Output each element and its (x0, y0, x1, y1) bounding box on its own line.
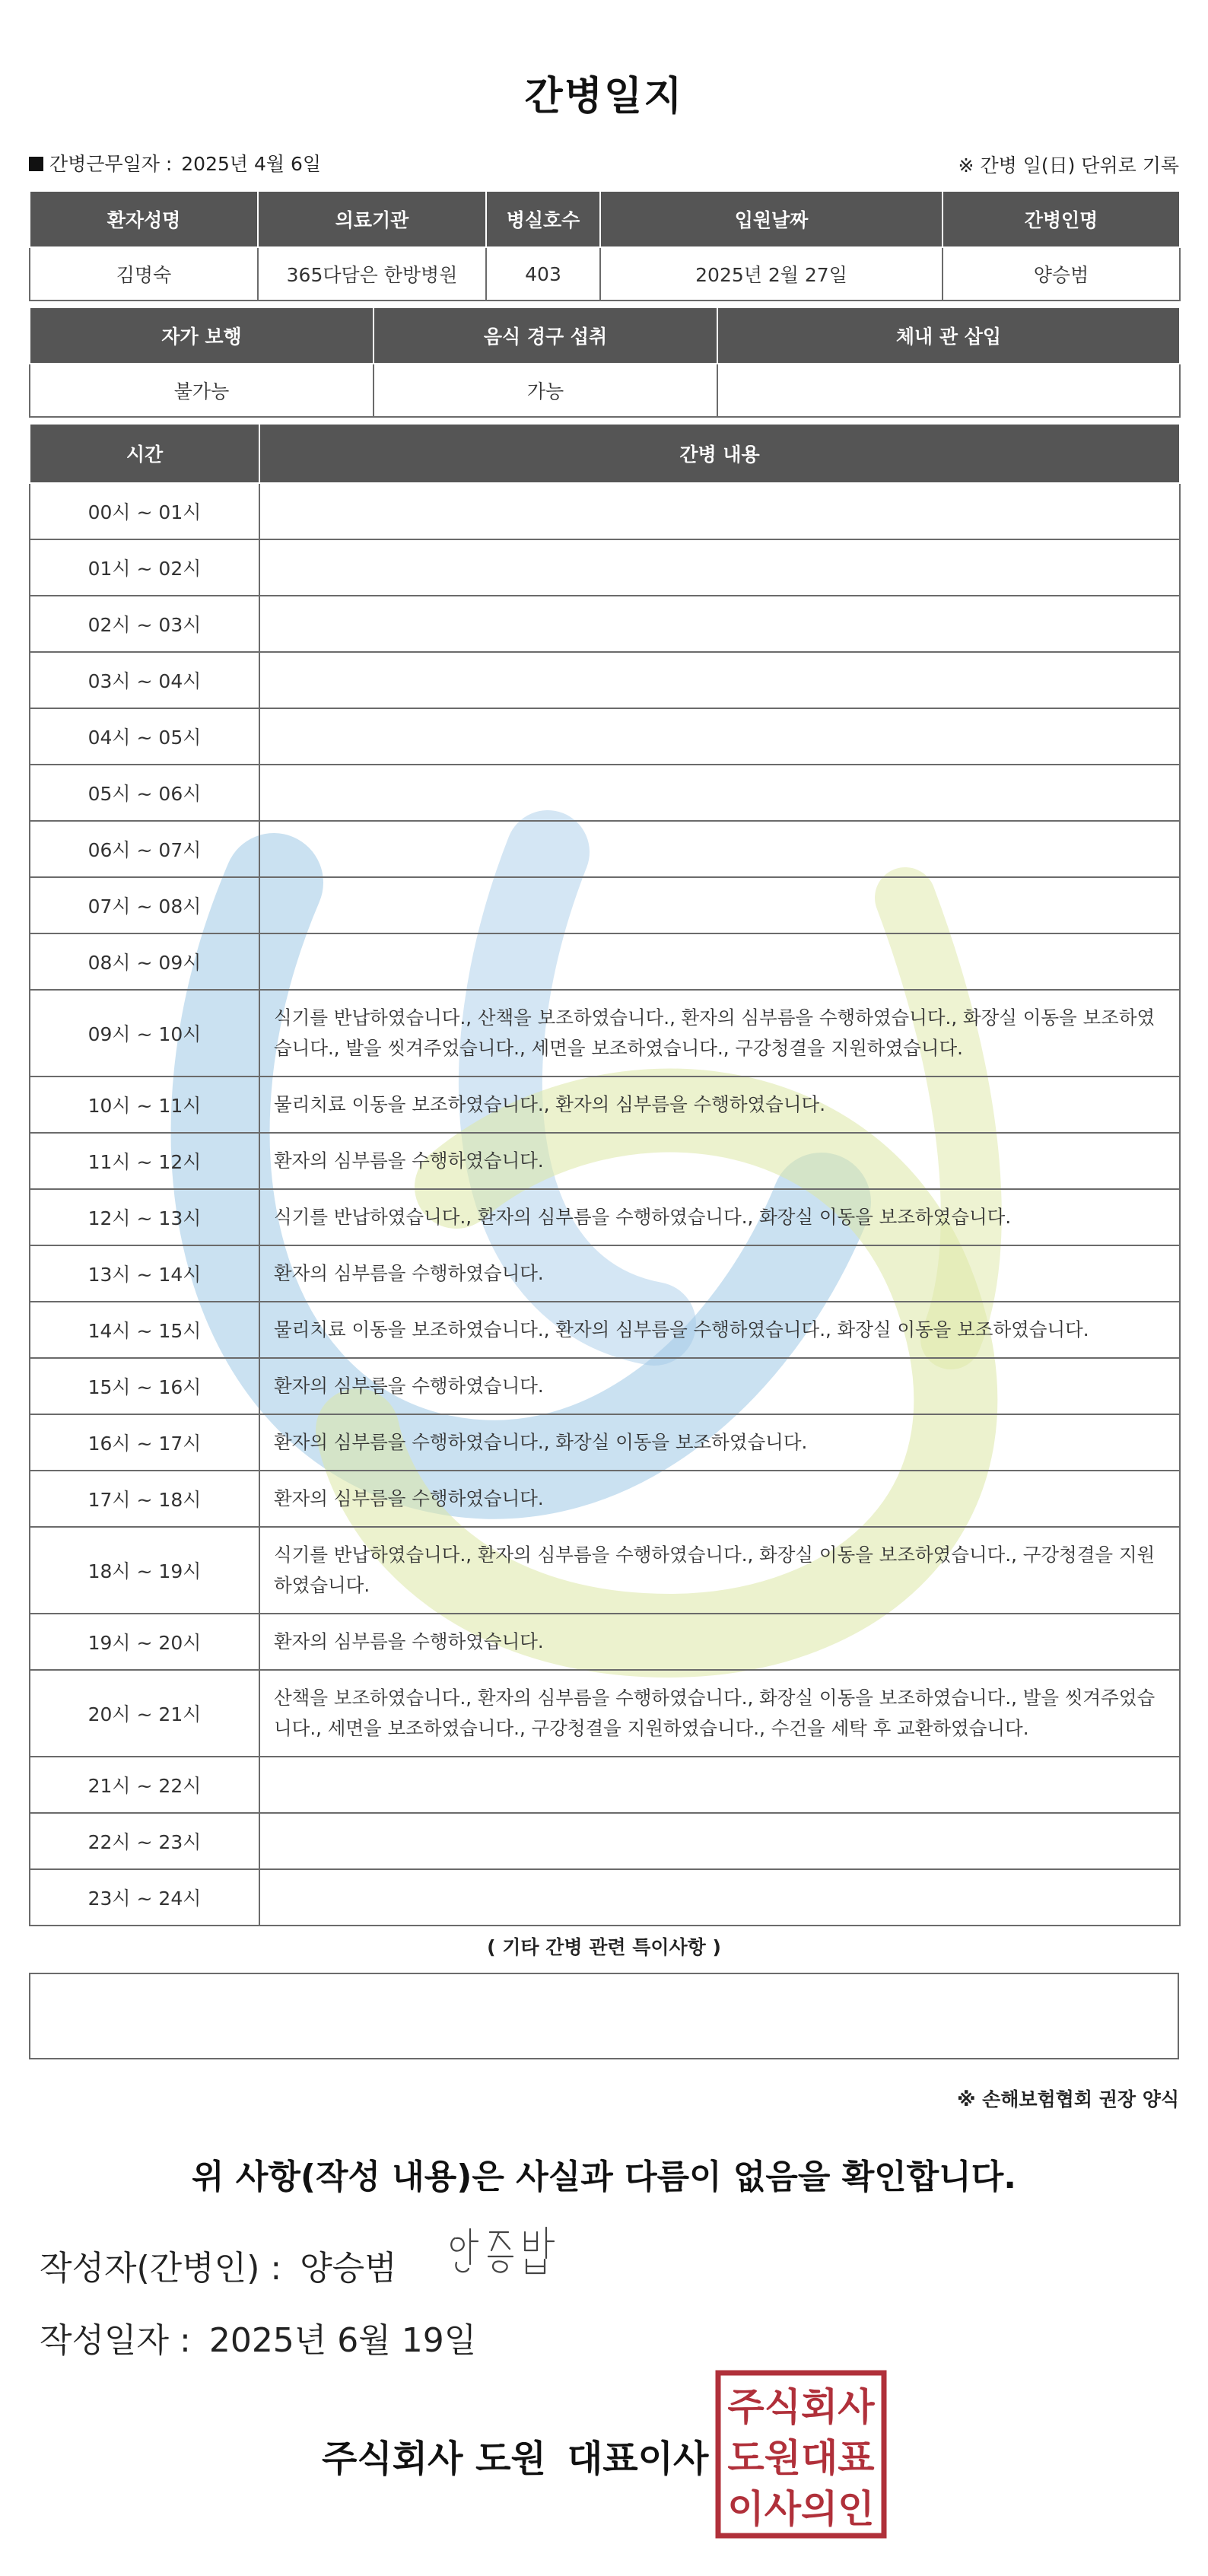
confirmation-statement: 위 사항(작성 내용)은 사실과 다름이 없음을 확인합니다. (192, 2158, 1016, 2196)
write-date-line (40, 2313, 476, 2361)
time-cell: 18시 ~ 19시 (30, 1527, 259, 1614)
header-oral-intake: 음식 경구 섭취 (374, 307, 717, 364)
table-row (30, 1813, 1180, 1869)
time-cell: 02시 ~ 03시 (30, 596, 259, 652)
work-date-label: 간병근무일자 : (49, 153, 173, 175)
header-self-walking: 자가 보행 (30, 307, 374, 364)
table-row (30, 933, 1180, 990)
content-cell (259, 596, 1180, 652)
care-status-table (29, 307, 1181, 418)
table-row (30, 539, 1180, 596)
tube-insertion-value (717, 364, 1180, 417)
room-number: 403 (486, 247, 600, 301)
oral-intake-value: 가능 (374, 364, 717, 417)
table-row (30, 1471, 1180, 1527)
admission-date: 2025년 2월 27일 (600, 247, 943, 301)
content-cell: 환자의 심부름을 수행하였습니다. (259, 1614, 1180, 1670)
time-cell: 06시 ~ 07시 (30, 821, 259, 877)
time-cell: 14시 ~ 15시 (30, 1302, 259, 1358)
header-patient-name: 환자성명 (30, 191, 258, 247)
table-row (30, 1757, 1180, 1813)
time-cell: 08시 ~ 09시 (30, 933, 259, 990)
header-hospital: 의료기관 (258, 191, 486, 247)
time-cell: 09시 ~ 10시 (30, 990, 259, 1077)
table-row (30, 652, 1180, 708)
caregiver-name: 양승범 (943, 247, 1180, 301)
table-row (30, 483, 1180, 539)
header-admission-date: 입원날짜 (600, 191, 943, 247)
table-row (30, 1358, 1180, 1414)
company-seal-stamp (715, 2370, 887, 2539)
insurance-form-note: ※ 손해보험협회 권장 양식 (957, 2088, 1179, 2110)
content-cell: 환자의 심부름을 수행하였습니다. (259, 1471, 1180, 1527)
content-cell: 물리치료 이동을 보조하였습니다., 환자의 심부름을 수행하였습니다., 화장실 이동을 보조하였습니다. (259, 1302, 1180, 1358)
content-cell (259, 483, 1180, 539)
writer-label: 작성자(간병인) : (40, 2249, 282, 2288)
content-cell: 식기를 반납하였습니다., 환자의 심부름을 수행하였습니다., 화장실 이동을 보조하였습니다. (259, 1189, 1180, 1245)
table-row (30, 765, 1180, 821)
table-row (30, 821, 1180, 877)
table-row (30, 877, 1180, 933)
content-cell (259, 933, 1180, 990)
patient-name: 김명숙 (30, 247, 258, 301)
handwritten-signature (446, 2215, 567, 2284)
content-cell: 산책을 보조하였습니다., 환자의 심부름을 수행하였습니다., 화장실 이동을 보조하였습니다., 발을 씻겨주었습니다., 세면을 보조하였습니다., 구강청결을 지원하였습니다., 수건을 세탁 후 교환하였습니다. (259, 1670, 1180, 1757)
content-cell (259, 652, 1180, 708)
company-name: 주식회사 도원 (322, 2438, 546, 2480)
table-row (30, 1245, 1180, 1302)
content-cell (259, 1869, 1180, 1926)
page-title: 간병일지 (524, 74, 684, 119)
table-row (30, 1189, 1180, 1245)
company-role: 대표이사 (567, 2438, 709, 2480)
time-cell: 04시 ~ 05시 (30, 708, 259, 765)
time-cell: 17시 ~ 18시 (30, 1471, 259, 1527)
content-cell: 환자의 심부름을 수행하였습니다. (259, 1358, 1180, 1414)
table-row (30, 1614, 1180, 1670)
patient-info-value-row (30, 247, 1180, 301)
special-notes-box (29, 1973, 1179, 2059)
time-cell: 21시 ~ 22시 (30, 1757, 259, 1813)
time-cell: 23시 ~ 24시 (30, 1869, 259, 1926)
time-cell: 05시 ~ 06시 (30, 765, 259, 821)
table-row (30, 596, 1180, 652)
header-caregiver-name: 간병인명 (943, 191, 1180, 247)
header-care-content: 간병 내용 (259, 424, 1180, 483)
hourly-log-table (29, 423, 1181, 1926)
table-row (30, 1527, 1180, 1614)
time-cell: 01시 ~ 02시 (30, 539, 259, 596)
seal-line-3: 이사의인 (727, 2487, 875, 2531)
care-status-value-row (30, 364, 1180, 417)
work-date-value: 2025년 4월 6일 (181, 153, 322, 175)
write-date-label: 작성일자 : (40, 2321, 191, 2360)
table-row (30, 708, 1180, 765)
table-row (30, 1869, 1180, 1926)
header-room: 병실호수 (486, 191, 600, 247)
table-row (30, 1077, 1180, 1133)
header-tube-insertion: 체내 관 삽입 (717, 307, 1180, 364)
hospital-name: 365다담은 한방병원 (258, 247, 486, 301)
table-row (30, 1302, 1180, 1358)
content-cell: 환자의 심부름을 수행하였습니다., 화장실 이동을 보조하였습니다. (259, 1414, 1180, 1471)
time-cell: 00시 ~ 01시 (30, 483, 259, 539)
special-notes-label: ( 기타 간병 관련 특이사항 ) (487, 1936, 721, 1958)
content-cell (259, 1813, 1180, 1869)
table-row (30, 1670, 1180, 1757)
table-row (30, 1133, 1180, 1189)
care-status-header-row (30, 307, 1180, 364)
content-cell (259, 821, 1180, 877)
content-cell: 식기를 반납하였습니다., 산책을 보조하였습니다., 환자의 심부름을 수행하였습니다., 화장실 이동을 보조하였습니다., 발을 씻겨주었습니다., 세면을 보조하였습니다., 구강청결을 지원하였습니다. (259, 990, 1180, 1077)
table-row (30, 1414, 1180, 1471)
time-cell: 20시 ~ 21시 (30, 1670, 259, 1757)
log-header-row (30, 424, 1180, 483)
content-cell (259, 765, 1180, 821)
time-cell: 22시 ~ 23시 (30, 1813, 259, 1869)
record-unit-note: ※ 간병 일(日) 단위로 기록 (958, 154, 1179, 177)
time-cell: 19시 ~ 20시 (30, 1614, 259, 1670)
content-cell: 환자의 심부름을 수행하였습니다. (259, 1245, 1180, 1302)
time-cell: 07시 ~ 08시 (30, 877, 259, 933)
seal-line-1: 주식회사 (727, 2385, 875, 2429)
write-date-value: 2025년 6월 19일 (208, 2321, 477, 2360)
content-cell (259, 1757, 1180, 1813)
self-walking-value: 불가능 (30, 364, 374, 417)
square-bullet-icon (29, 157, 43, 171)
time-cell: 13시 ~ 14시 (30, 1245, 259, 1302)
time-cell: 10시 ~ 11시 (30, 1077, 259, 1133)
writer-line (40, 2240, 397, 2289)
time-cell: 03시 ~ 04시 (30, 652, 259, 708)
content-cell: 물리치료 이동을 보조하였습니다., 환자의 심부름을 수행하였습니다. (259, 1077, 1180, 1133)
content-cell (259, 539, 1180, 596)
writer-name: 양승범 (300, 2249, 397, 2288)
company-signature-line (322, 2429, 708, 2482)
header-time: 시간 (30, 424, 259, 483)
content-cell (259, 877, 1180, 933)
time-cell: 11시 ~ 12시 (30, 1133, 259, 1189)
seal-line-2: 도원대표 (727, 2436, 875, 2480)
content-cell: 환자의 심부름을 수행하였습니다. (259, 1133, 1180, 1189)
content-cell: 식기를 반납하였습니다., 환자의 심부름을 수행하였습니다., 화장실 이동을 보조하였습니다., 구강청결을 지원하였습니다. (259, 1527, 1180, 1614)
time-cell: 16시 ~ 17시 (30, 1414, 259, 1471)
work-date (29, 149, 321, 177)
patient-info-header-row (30, 191, 1180, 247)
time-cell: 12시 ~ 13시 (30, 1189, 259, 1245)
content-cell (259, 708, 1180, 765)
table-row (30, 990, 1180, 1077)
time-cell: 15시 ~ 16시 (30, 1358, 259, 1414)
patient-info-table (29, 190, 1181, 301)
